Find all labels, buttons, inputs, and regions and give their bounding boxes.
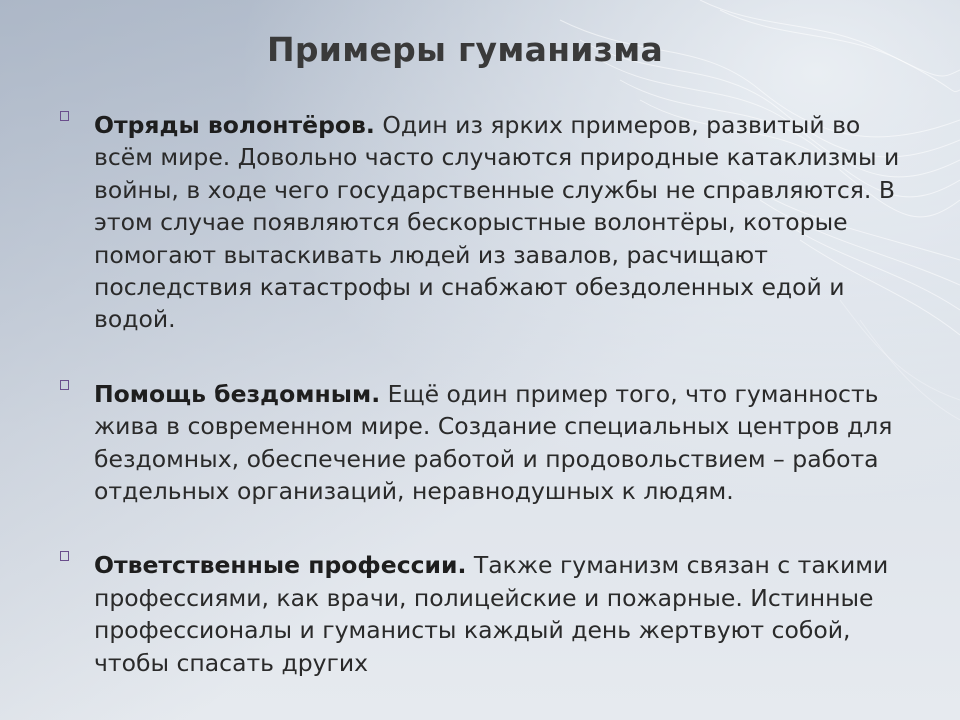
- list-item-text: Один из ярких примеров, развитый во всём мире. Довольно часто случаются природные катаклизмы и войны, в ходе чего государственные службы не справляются. В этом случае появляются бескорыстные волонтёры, которые помогают вытаскивать людей из завалов, расчищают последствия катастрофы и снабжают обездоленных едой и водой.: [94, 111, 900, 334]
- list-item-heading: Отряды волонтёров.: [94, 111, 375, 139]
- list-item-volunteers: [60, 109, 900, 336]
- list-item-homeless-help: [60, 378, 900, 508]
- list-item-heading: Помощь бездомным.: [94, 379, 381, 408]
- list-item-text: Ещё один пример того, что гуманность жива в современном мире. Создание специальных центров для бездомных, обеспечение работой и продовольствием – работа отдельных организаций, неравнодушных к людям.: [94, 379, 893, 506]
- slide-title: Примеры гуманизма: [266, 30, 664, 69]
- list-item-text: Также гуманизм связан с такими профессиями, как врачи, полицейские и пожарные. Истинные профессионалы и гуманисты каждый день жертвуют собой, чтобы спасать других: [94, 551, 889, 677]
- hollow-square-bullet-icon: [60, 111, 69, 121]
- bullet-list: [60, 109, 900, 720]
- list-item-professions: [60, 549, 900, 679]
- hollow-square-bullet-icon: [60, 551, 69, 561]
- hollow-square-bullet-icon: [60, 380, 69, 390]
- list-item-heading: Ответственные профессии.: [94, 551, 467, 580]
